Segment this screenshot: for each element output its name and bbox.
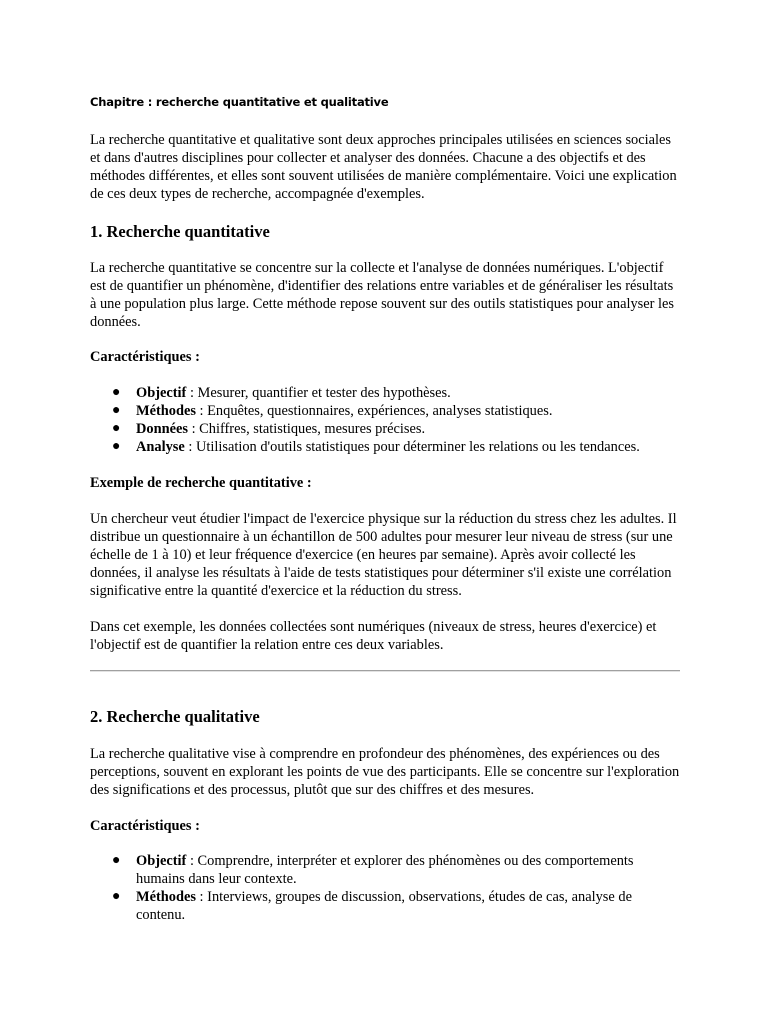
list-item bbox=[90, 420, 680, 438]
bullet-icon: ● bbox=[112, 889, 121, 904]
quantitative-characteristics-heading: Caractéristiques : bbox=[90, 349, 200, 365]
section-divider bbox=[90, 670, 680, 672]
list-item bbox=[90, 438, 680, 456]
item-term: Objectif bbox=[136, 385, 187, 401]
list-item bbox=[90, 402, 680, 420]
quantitative-heading: 1. Recherche quantitative bbox=[90, 222, 270, 241]
item-term: Objectif bbox=[136, 853, 187, 869]
item-term: Analyse bbox=[136, 439, 185, 455]
item-text: : Chiffres, statistiques, mesures précises. bbox=[187, 421, 426, 437]
bullet-icon: ● bbox=[112, 439, 121, 454]
item-text: : Interviews, groupes de discussion, observations, études de cas, analyse de contenu. bbox=[136, 889, 632, 923]
item-term: Données bbox=[136, 421, 188, 437]
qualitative-characteristics-list bbox=[90, 852, 680, 924]
item-text: : Enquêtes, questionnaires, expériences, analyses statistiques. bbox=[195, 403, 553, 419]
qualitative-characteristics-heading: Caractéristiques : bbox=[90, 818, 200, 834]
chapter-title: Chapitre : recherche quantitative et qualitative bbox=[90, 95, 389, 109]
list-item bbox=[90, 888, 680, 924]
bullet-icon: ● bbox=[112, 403, 121, 418]
bullet-icon: ● bbox=[112, 385, 121, 400]
item-term: Méthodes bbox=[136, 403, 196, 419]
item-text: : Mesurer, quantifier et tester des hypothèses. bbox=[186, 385, 451, 401]
qualitative-heading: 2. Recherche qualitative bbox=[90, 707, 260, 726]
quantitative-example-heading: Exemple de recherche quantitative : bbox=[90, 475, 312, 491]
item-text: : Comprendre, interpréter et explorer des phénomènes ou des comportements humains dans leur contexte. bbox=[136, 853, 634, 887]
list-item bbox=[90, 384, 680, 402]
list-item bbox=[90, 852, 680, 888]
qualitative-description: La recherche qualitative vise à comprendre en profondeur des phénomènes, des expériences ou des perceptions, souvent en explorant les points de vue des participants. Elle se concentre sur l'exploration des significations et des processus, plutôt que sur des chiffres et des mesures. bbox=[90, 746, 680, 798]
bullet-icon: ● bbox=[112, 853, 121, 868]
bullet-icon: ● bbox=[112, 421, 121, 436]
quantitative-characteristics-list bbox=[90, 384, 680, 456]
quantitative-description: La recherche quantitative se concentre sur la collecte et l'analyse de données numériques. L'objectif est de quantifier un phénomène, d'identifier des relations entre variables et de généraliser les résultats à une population plus large. Cette méthode repose souvent sur des outils statistiques pour analyser les données. bbox=[90, 260, 675, 330]
quantitative-example: Un chercheur veut étudier l'impact de l'exercice physique sur la réduction du stress chez les adultes. Il distribue un questionnaire à un échantillon de 500 adultes pour mesurer leur niveau de stress (sur une échelle de 1 à 10) et leur fréquence d'exercice (en heures par semaine). Après avoir collecté les données, il analyse les résultats à l'aide de tests statistiques pour déterminer s'il existe une corrélation significative entre la quantité d'exercice et la réduction du stress. bbox=[90, 511, 677, 599]
item-text: : Utilisation d'outils statistiques pour déterminer les relations ou les tendances. bbox=[184, 439, 640, 455]
intro-paragraph: La recherche quantitative et qualitative sont deux approches principales utilisées en sciences sociales et dans d'autres disciplines pour collecter et analyser des données. Chacune a des objectifs et des méthodes différentes, et elles sont souvent utilisées de manière complémentaire. Voici une explication de ces deux types de recherche, accompagnée d'exemples. bbox=[90, 132, 677, 202]
quantitative-example-note: Dans cet exemple, les données collectées sont numériques (niveaux de stress, heures d'exercice) et l'objectif est de quantifier la relation entre ces deux variables. bbox=[90, 619, 657, 653]
item-term: Méthodes bbox=[136, 889, 196, 905]
